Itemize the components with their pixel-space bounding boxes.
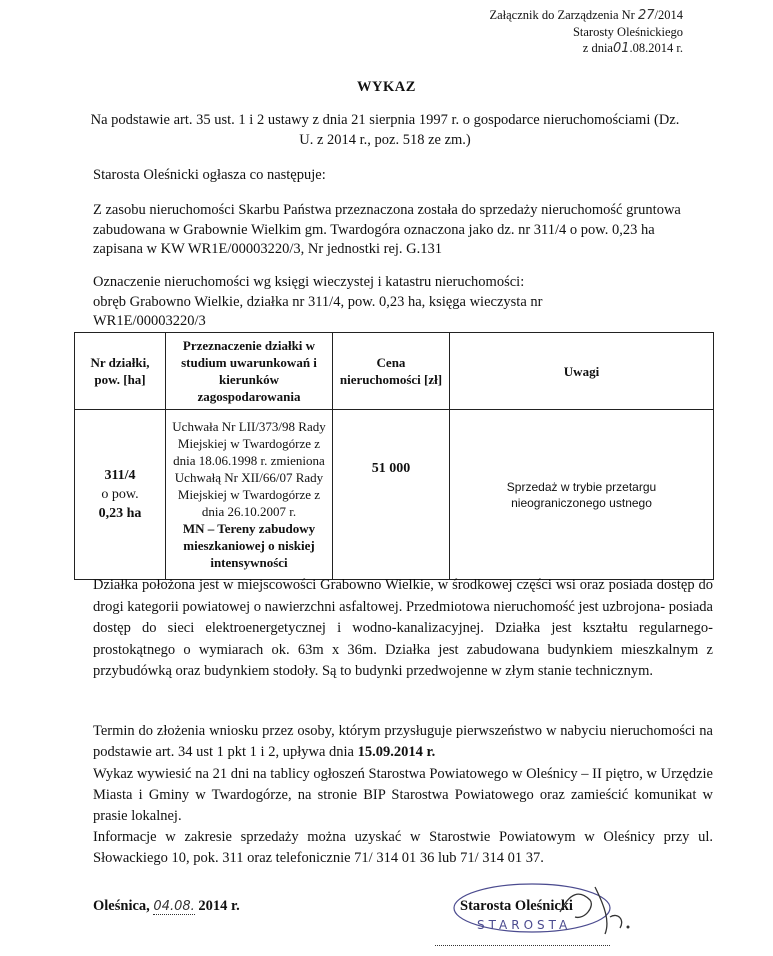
header-plot: Nr działki, pow. [ha] [75, 333, 166, 410]
header-purpose: Przeznaczenie działki w studium uwarunkowań i kierunków zagospodarowania [166, 333, 333, 410]
price-cell: 51 000 [333, 410, 450, 580]
table-row [75, 410, 714, 580]
header-price: Cena nieruchomości [zł] [333, 333, 450, 410]
property-table [74, 332, 714, 580]
plot-description: Działka położona jest w miejscowości Grabowno Wielkie, w środkowej części wsi oraz posiada dostęp do drogi kategorii powiatowej o nawierzchni asfaltowej. Przedmiotowa nieruchomość jest uzbrojona- posiada dostęp do sieci elektroenergetycznej i wodno-kanalizacyjnej. Działka jest kształtu regularnego- prostokątnego o wymiarach ok. 63m x 36m. Działka jest zabudowana budynkiem mieszkalnym z przybudówką oraz budynkiem stodoły. Są to budynki przedwojenne w złym stanie technicznym. [93, 577, 713, 679]
date-line: z dnia01.08.2014 r. [582, 41, 683, 56]
document-title: WYKAZ [357, 79, 416, 95]
header-remarks: Uwagi [450, 333, 714, 410]
signatory-name: Starosta Oleśnicki [460, 898, 573, 914]
legal-basis: Na podstawie art. 35 ust. 1 i 2 ustawy z dnia 21 sierpnia 1997 r. o gospodarce nieruchomościami (Dz. U. z 2014 r., poz. 518 ze zm.) [90, 112, 680, 148]
announcement: Starosta Oleśnicki ogłasza co następuje: [93, 167, 326, 183]
signature-line [435, 944, 610, 946]
property-designation: Oznaczenie nieruchomości wg księgi wieczystej i katastru nieruchomości: obręb Grabowno Wielkie, działka nr 311/4, pow. 0,23 ha, księga wieczysta nr WR1E/00003220/3 [93, 274, 543, 329]
signature-stamp-graphic [440, 872, 640, 952]
attachment-header [489, 7, 683, 57]
signature-dot-icon [627, 926, 630, 929]
attachment-line: Załącznik do Zarządzenia Nr 27/2014 [489, 8, 683, 23]
issuer-line: Starosty Oleśnickiego [572, 25, 683, 39]
stamp-text: STAROSTA [477, 918, 572, 932]
plot-cell: 311/4 o pow. 0,23 ha [75, 410, 166, 580]
handwritten-number: 27 [637, 8, 655, 23]
place-date: Oleśnica, 04.08. 2014 r. [93, 898, 240, 914]
handwritten-day: 01 [612, 41, 630, 56]
handwritten-date: 04.08. [153, 899, 195, 914]
priority-deadline: Termin do złożenia wniosku przez osoby, którym przysługuje pierwszeństwo w nabyciu nieruchomości na podstawie art. 34 ust 1 pkt 1 i 2, upływa dnia 15.09.2014 r. [93, 723, 713, 760]
table-header-row [75, 333, 714, 410]
posting-instructions: Wykaz wywiesić na 21 dni na tablicy ogłoszeń Starostwa Powiatowego w Oleśnicy – II piętro, w Urzędzie Miasta i Gminy w Twardogórze, na stronie BIP Starostwa Powiatowego oraz zamieścić komunikat w prasie lokalnej. [93, 766, 713, 824]
remarks-cell: Sprzedaż w trybie przetargu nieograniczonego ustnego [450, 410, 714, 580]
contact-information: Informacje w zakresie sprzedaży można uzyskać w Starostwie Powiatowym w Oleśnicy przy ul. Słowackiego 10, pok. 311 oraz telefonicznie 71/ 314 01 36 lub 71/ 314 01 37. [93, 829, 713, 866]
purpose-cell: Uchwała Nr LII/373/98 Rady Miejskiej w Twardogórze z dnia 18.06.1998 r. zmieniona Uchwałą Nr XII/66/07 Rady Miejskiej w Twardogórze z dnia 26.10.2007 r. MN – Tereny zabudowy mieszkaniowej o niskiej intensywności [166, 410, 333, 580]
intro-paragraph: Z zasobu nieruchomości Skarbu Państwa przeznaczona została do sprzedaży nieruchomość gruntowa zabudowana w Grabownie Wielkim gm. Twardogóra oznaczona jako dz. nr 311/4 o pow. 0,23 ha zapisana w KW WR1E/00003220/3, Nr jednostki rej. G.131 [93, 202, 681, 257]
